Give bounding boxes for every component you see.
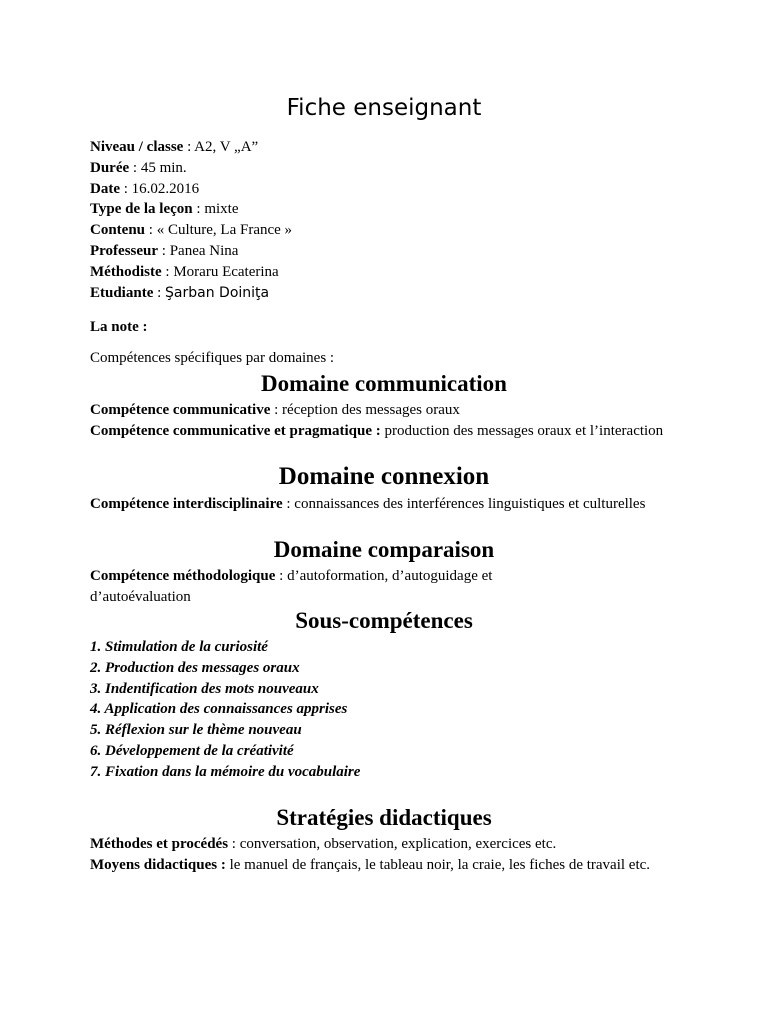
sous-competence-item: 2. Production des messages oraux	[90, 659, 300, 676]
info-row-methodiste: Méthodiste : Moraru Ecaterina	[90, 263, 279, 280]
note-label: La note :	[90, 319, 148, 335]
competences-intro: Compétences spécifiques par domaines :	[90, 350, 335, 366]
strategie-item: Moyens didactiques : le manuel de français, le tableau noir, la craie, les fiches de travail etc.	[90, 856, 651, 873]
lesson-info	[90, 137, 690, 303]
sous-competence-item: 1. Stimulation de la curiosité	[90, 639, 268, 655]
info-row-professeur: Professeur : Panea Nina	[90, 242, 239, 259]
heading-sous-competences: Sous-compétences	[295, 608, 473, 633]
info-row-type: Type de la leçon : mixte	[90, 201, 239, 218]
strategies-list	[90, 834, 680, 876]
connexion-competences: Compétence interdisciplinaire : connaissances des interférences linguistiques et culturelles	[90, 496, 646, 512]
competence-item: Compétence communicative : réception des messages oraux	[90, 402, 460, 418]
info-row-date: Date : 16.02.2016	[90, 180, 200, 197]
sous-competence-item: 3. Indentification des mots nouveaux	[90, 680, 319, 697]
comparaison-competences: Compétence méthodologique : d’autoformation, d’autoguidage et d’autoévaluation	[90, 568, 493, 605]
sous-competence-item: 6. Développement de la créativité	[90, 742, 294, 759]
sous-competence-item: 4. Application des connaissances apprises	[90, 701, 348, 718]
communication-competences	[90, 400, 690, 442]
heading-domaine-connexion: Domaine connexion	[278, 463, 490, 490]
info-row-niveau: Niveau / classe : A2, V „A”	[90, 139, 259, 155]
sous-competence-item: 5. Réflexion sur le thème nouveau	[90, 722, 302, 739]
info-row-etudiante: Etudiante : Şarban Doiniţa	[90, 284, 270, 301]
competence-item: Compétence communicative et pragmatique : production des messages oraux et l’interaction	[90, 422, 664, 439]
heading-domaine-communication: Domaine communication	[261, 371, 507, 396]
heading-strategies-didactiques: Stratégies didactiques	[276, 805, 492, 830]
page-title: Fiche enseignant	[286, 95, 482, 121]
heading-domaine-comparaison: Domaine comparaison	[273, 537, 495, 562]
info-row-contenu: Contenu : « Culture, La France »	[90, 222, 293, 239]
sous-competences-list	[90, 637, 690, 783]
strategie-item: Méthodes et procédés : conversation, observation, explication, exercices etc.	[90, 836, 557, 852]
sous-competence-item: 7. Fixation dans la mémoire du vocabulaire	[90, 763, 361, 780]
info-row-duree: Durée : 45 min.	[90, 159, 187, 176]
